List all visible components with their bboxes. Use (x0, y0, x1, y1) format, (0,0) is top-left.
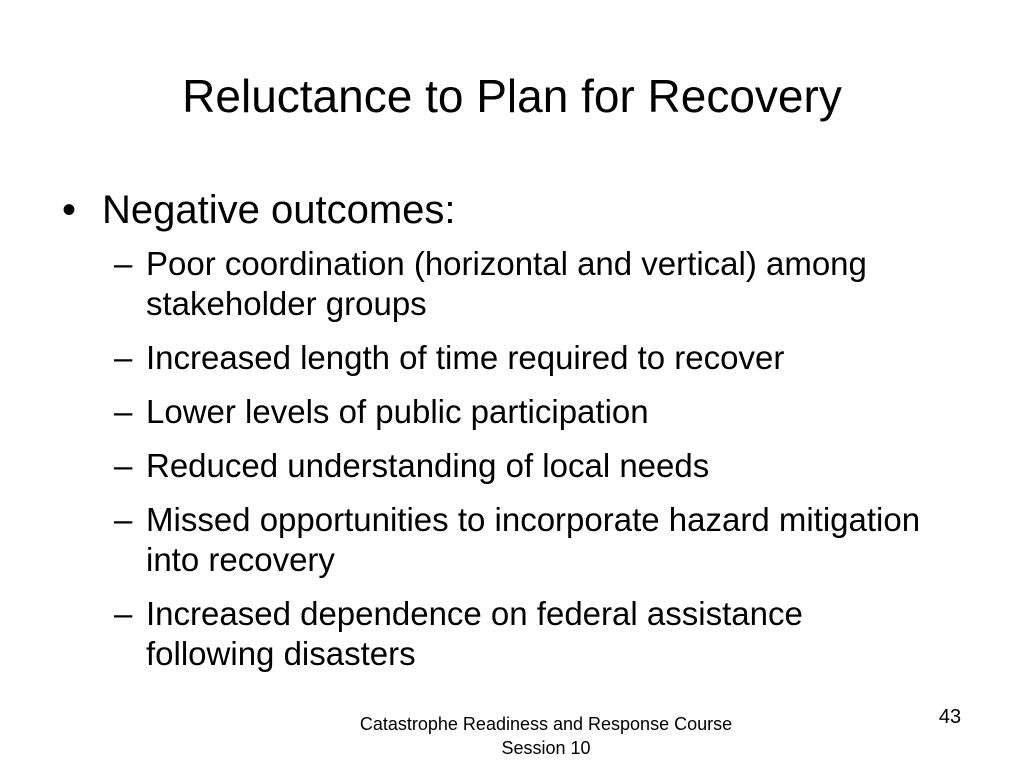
sub-bullet-item (62, 392, 936, 432)
slide-content (62, 184, 982, 688)
bullet-icon: • (62, 188, 77, 232)
dash-icon: – (114, 393, 133, 430)
slide-footer (300, 712, 792, 760)
sub-bullet-text: Lower levels of public participation (146, 393, 649, 430)
sub-bullet-item (62, 594, 936, 674)
sub-bullet-list (62, 244, 982, 674)
sub-bullet-item (62, 338, 936, 378)
sub-bullet-text: Increased dependence on federal assistance following disasters (146, 595, 803, 672)
sub-bullet-item (62, 244, 936, 324)
sub-bullet-text: Poor coordination (horizontal and vertical) among stakeholder groups (146, 245, 867, 322)
sub-bullet-text: Increased length of time required to recover (146, 339, 785, 376)
sub-bullet-text: Reduced understanding of local needs (146, 447, 710, 484)
dash-icon: – (114, 595, 133, 632)
footer-session: Session 10 (501, 738, 591, 758)
sub-bullet-item (62, 446, 936, 486)
dash-icon: – (114, 447, 133, 484)
sub-bullet-text: Missed opportunities to incorporate hazard mitigation into recovery (146, 501, 921, 578)
slide-title: Reluctance to Plan for Recovery (182, 70, 842, 122)
page-number: 43 (938, 706, 962, 728)
dash-icon: – (114, 245, 133, 282)
bullet-item (62, 184, 982, 236)
footer-course-name: Catastrophe Readiness and Response Course (359, 714, 733, 734)
sub-bullet-item (62, 500, 936, 580)
dash-icon: – (114, 501, 133, 538)
bullet-text: Negative outcomes: (102, 188, 456, 232)
dash-icon: – (114, 339, 133, 376)
